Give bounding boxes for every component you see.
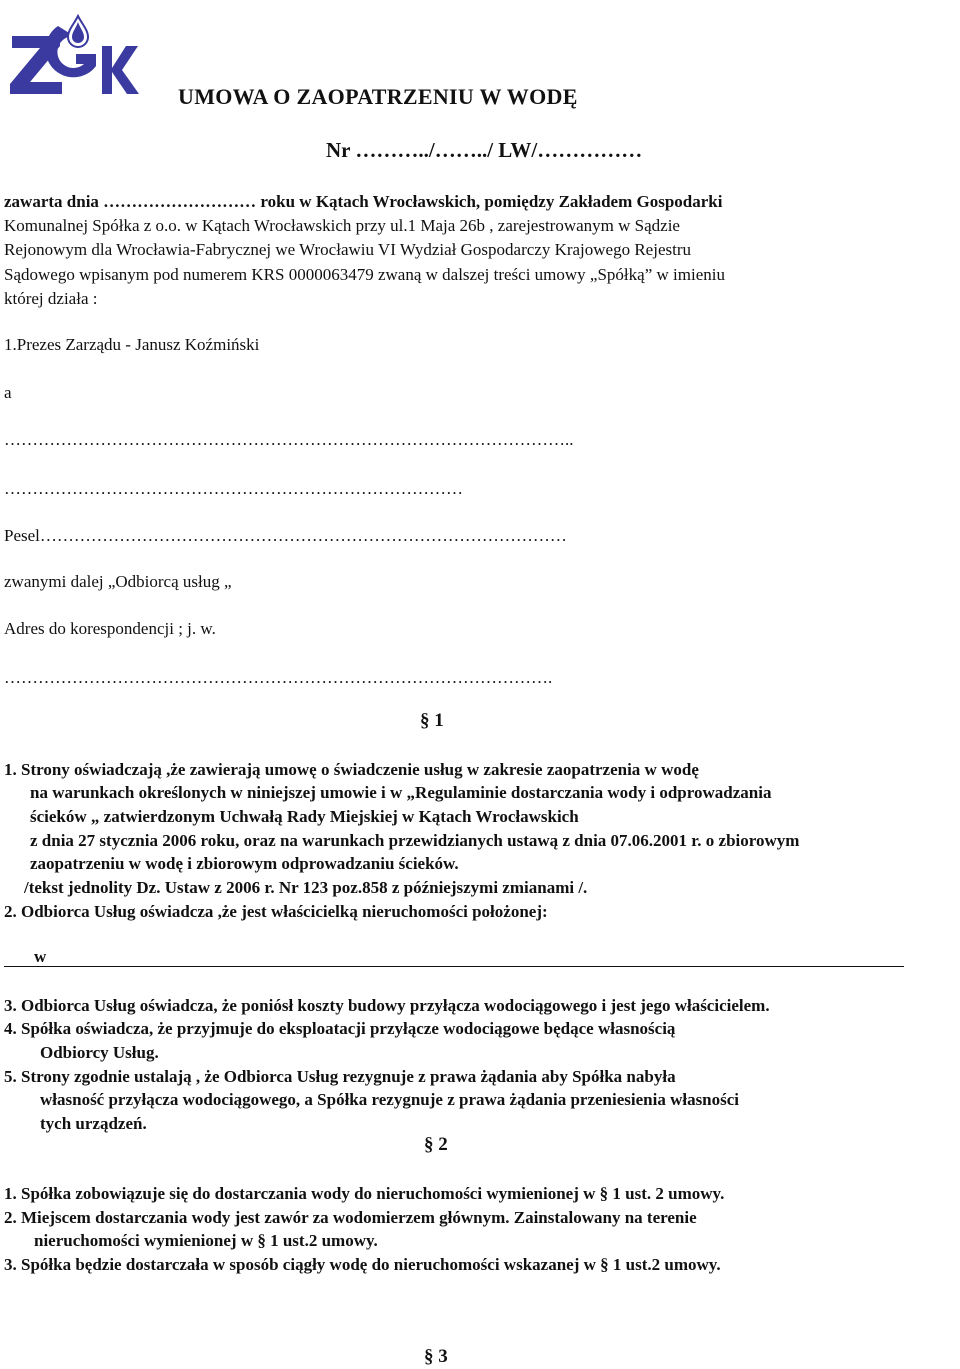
zgk-logo-icon [8,6,140,98]
par1-line-1: 1. Strony oświadczają ,że zawierają umowę o świadczenie usług w zakresie zaopatrzenia w wodę [4,760,699,779]
contract-number: Nr ………../……../ LW/…………… [326,138,643,162]
recipient-line: zwanymi dalej „Odbiorcą usług „ [4,572,232,591]
par1-line-5: zaopatrzeniu w wodę i zbiorowym odprowadzaniu ścieków. [30,854,459,873]
fill-in-line-1: ……………………………………………………………………………………….. [4,430,574,449]
par1-line-11: 5. Strony zgodnie ustalają , że Odbiorca Usług rezygnuje z prawa żądania aby Spółka nabyła [4,1067,676,1086]
fill-in-line-3: ……………………………………………………………………………………. [4,668,553,687]
section-1-heading: § 1 [420,710,444,731]
par1-line-2: na warunkach określonych w niniejszej umowie i w „Regulaminie dostarczania wody i odprowadzania [30,783,772,802]
address-label: Adres do korespondencji ; j. w. [4,619,216,638]
intro-line-3: Rejonowym dla Wrocławia-Fabrycznej we Wrocławiu VI Wydział Gospodarczy Krajowego Rejestru [4,240,691,259]
par1-line-9: 4. Spółka oświadcza, że przyjmuje do eksploatacji przyłącze wodociągowe będące własnością [4,1019,676,1038]
and-label: a [4,383,12,402]
par2-line-1: 1. Spółka zobowiązuje się do dostarczania wody do nieruchomości wymienionej w § 1 ust. 2 umowy. [4,1184,725,1203]
par2-line-2: 2. Miejscem dostarczania wody jest zawór za wodomierzem głównym. Zainstalowany na terenie [4,1208,697,1227]
par1-line-4: z dnia 27 stycznia 2006 roku, oraz na warunkach przewidzianych ustawą z dnia 07.06.2001 r. o zbiorowym [30,831,800,850]
intro-line-4: Sądowego wpisanym pod numerem KRS 0000063479 zwaną w dalszej treści umowy „Spółką” w imieniu [4,265,725,284]
par1-line-3: ścieków „ zatwierdzonym Uchwałą Rady Miejskiej w Kątach Wrocławskich [30,807,579,826]
document-title: UMOWA O ZAOPATRZENIU W WODĘ [178,84,578,109]
par1-line-8: 3. Odbiorca Usług oświadcza, że poniósł koszty budowy przyłącza wodociągowego i jest jego właścicielem. [4,996,770,1015]
intro-line-1: zawarta dnia ……………………… roku w Kątach Wrocławskich, pomiędzy Zakładem Gospodarki [4,192,723,211]
property-location-underline [4,966,904,967]
par2-line-3: nieruchomości wymienionej w § 1 ust.2 umowy. [34,1231,378,1250]
company-logo [8,6,140,98]
property-location-label: w [34,947,47,966]
intro-line-5: której działa : [4,289,98,308]
par2-line-4: 3. Spółka będzie dostarczała w sposób ciągły wodę do nieruchomości wskazanej w § 1 ust.2 umowy. [4,1255,721,1274]
section-3-heading: § 3 [424,1346,448,1367]
par1-line-13: tych urządzeń. [40,1114,147,1133]
par1-line-12: własność przyłącza wodociągowego, a Spółka rezygnuje z prawa żądania przeniesienia własności [40,1090,740,1109]
par1-line-10: Odbiorcy Usług. [40,1043,159,1062]
par1-line-7: 2. Odbiorca Usług oświadcza ,że jest właścicielką nieruchomości położonej: [4,902,548,921]
intro-line-2: Komunalnej Spółka z o.o. w Kątach Wrocławskich przy ul.1 Maja 26b , zarejestrowanym w Sądzie [4,216,680,235]
fill-in-line-2: ……………………………………………………………………… [4,479,463,498]
par1-line-6: /tekst jednolity Dz. Ustaw z 2006 r. Nr 123 poz.858 z późniejszymi zmianami /. [24,878,588,897]
pesel-line: Pesel………………………………………………………………………………… [4,526,567,545]
section-2-heading: § 2 [424,1134,448,1155]
board-member: 1.Prezes Zarządu - Janusz Koźmiński [4,335,260,354]
